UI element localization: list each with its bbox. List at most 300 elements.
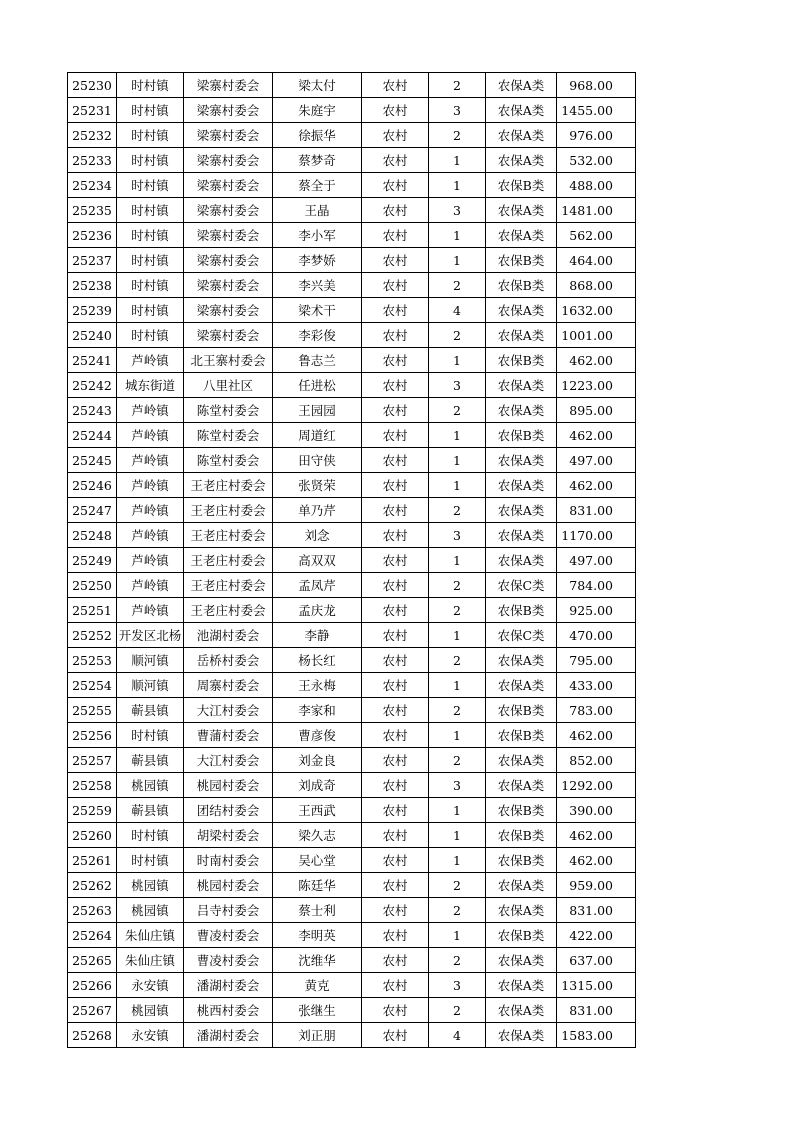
- town-cell: 芦岭镇: [117, 348, 184, 373]
- table-row: [68, 523, 636, 548]
- household-count-cell: 1: [429, 348, 486, 373]
- town-cell: 时村镇: [117, 248, 184, 273]
- amount-cell: 1481.00: [557, 198, 636, 223]
- area-type-cell: 农村: [362, 398, 429, 423]
- insurance-class-cell: 农保B类: [486, 598, 557, 623]
- record-id-cell: 25235: [68, 198, 117, 223]
- village-cell: 王老庄村委会: [184, 473, 273, 498]
- household-count-cell: 2: [429, 398, 486, 423]
- name-cell: 陈廷华: [273, 873, 362, 898]
- name-cell: 刘正朋: [273, 1023, 362, 1048]
- area-type-cell: 农村: [362, 848, 429, 873]
- insurance-class-cell: 农保B类: [486, 173, 557, 198]
- town-cell: 城东街道: [117, 373, 184, 398]
- insurance-class-cell: 农保A类: [486, 323, 557, 348]
- household-count-cell: 3: [429, 773, 486, 798]
- record-id-cell: 25257: [68, 748, 117, 773]
- name-cell: 张贤荣: [273, 473, 362, 498]
- record-id-cell: 25256: [68, 723, 117, 748]
- record-id-cell: 25258: [68, 773, 117, 798]
- area-type-cell: 农村: [362, 98, 429, 123]
- table-body: [68, 73, 636, 1048]
- name-cell: 蔡梦奇: [273, 148, 362, 173]
- town-cell: 顺河镇: [117, 673, 184, 698]
- area-type-cell: 农村: [362, 373, 429, 398]
- area-type-cell: 农村: [362, 873, 429, 898]
- village-cell: 王老庄村委会: [184, 498, 273, 523]
- town-cell: 时村镇: [117, 848, 184, 873]
- table-row: [68, 423, 636, 448]
- name-cell: 孟庆龙: [273, 598, 362, 623]
- insurance-class-cell: 农保A类: [486, 648, 557, 673]
- table-row: [68, 473, 636, 498]
- village-cell: 吕寺村委会: [184, 898, 273, 923]
- insurance-class-cell: 农保A类: [486, 998, 557, 1023]
- village-cell: 梁寨村委会: [184, 148, 273, 173]
- name-cell: 梁术干: [273, 298, 362, 323]
- amount-cell: 462.00: [557, 348, 636, 373]
- area-type-cell: 农村: [362, 798, 429, 823]
- record-id-cell: 25246: [68, 473, 117, 498]
- amount-cell: 462.00: [557, 473, 636, 498]
- record-id-cell: 25259: [68, 798, 117, 823]
- name-cell: 吴心堂: [273, 848, 362, 873]
- record-id-cell: 25260: [68, 823, 117, 848]
- town-cell: 蕲县镇: [117, 798, 184, 823]
- town-cell: 时村镇: [117, 723, 184, 748]
- household-count-cell: 2: [429, 648, 486, 673]
- household-count-cell: 2: [429, 948, 486, 973]
- table-row: [68, 948, 636, 973]
- amount-cell: 795.00: [557, 648, 636, 673]
- area-type-cell: 农村: [362, 148, 429, 173]
- amount-cell: 470.00: [557, 623, 636, 648]
- amount-cell: 784.00: [557, 573, 636, 598]
- town-cell: 时村镇: [117, 98, 184, 123]
- record-id-cell: 25263: [68, 898, 117, 923]
- table-row: [68, 923, 636, 948]
- record-id-cell: 25230: [68, 73, 117, 98]
- name-cell: 任进松: [273, 373, 362, 398]
- town-cell: 时村镇: [117, 173, 184, 198]
- area-type-cell: 农村: [362, 623, 429, 648]
- household-count-cell: 1: [429, 423, 486, 448]
- table-row: [68, 273, 636, 298]
- area-type-cell: 农村: [362, 898, 429, 923]
- table-row: [68, 1023, 636, 1048]
- name-cell: 蔡全于: [273, 173, 362, 198]
- amount-cell: 497.00: [557, 448, 636, 473]
- insurance-class-cell: 农保A类: [486, 198, 557, 223]
- record-id-cell: 25236: [68, 223, 117, 248]
- village-cell: 桃西村委会: [184, 998, 273, 1023]
- town-cell: 时村镇: [117, 123, 184, 148]
- record-id-cell: 25255: [68, 698, 117, 723]
- table-row: [68, 398, 636, 423]
- insurance-class-cell: 农保B类: [486, 423, 557, 448]
- insurance-class-cell: 农保A类: [486, 498, 557, 523]
- name-cell: 孟凤芹: [273, 573, 362, 598]
- insurance-class-cell: 农保A类: [486, 548, 557, 573]
- village-cell: 桃园村委会: [184, 873, 273, 898]
- village-cell: 团结村委会: [184, 798, 273, 823]
- amount-cell: 1583.00: [557, 1023, 636, 1048]
- household-count-cell: 2: [429, 698, 486, 723]
- household-count-cell: 2: [429, 73, 486, 98]
- record-id-cell: 25265: [68, 948, 117, 973]
- record-id-cell: 25261: [68, 848, 117, 873]
- record-id-cell: 25266: [68, 973, 117, 998]
- table-row: [68, 223, 636, 248]
- table-row: [68, 798, 636, 823]
- table-row: [68, 773, 636, 798]
- record-id-cell: 25242: [68, 373, 117, 398]
- record-id-cell: 25239: [68, 298, 117, 323]
- household-count-cell: 1: [429, 473, 486, 498]
- town-cell: 蕲县镇: [117, 698, 184, 723]
- area-type-cell: 农村: [362, 973, 429, 998]
- record-id-cell: 25254: [68, 673, 117, 698]
- record-id-cell: 25267: [68, 998, 117, 1023]
- amount-cell: 562.00: [557, 223, 636, 248]
- household-count-cell: 3: [429, 973, 486, 998]
- town-cell: 蕲县镇: [117, 748, 184, 773]
- village-cell: 梁寨村委会: [184, 73, 273, 98]
- village-cell: 周寨村委会: [184, 673, 273, 698]
- name-cell: 李梦娇: [273, 248, 362, 273]
- table-row: [68, 448, 636, 473]
- table-row: [68, 623, 636, 648]
- insurance-class-cell: 农保C类: [486, 623, 557, 648]
- household-count-cell: 3: [429, 198, 486, 223]
- name-cell: 刘金良: [273, 748, 362, 773]
- village-cell: 北王寨村委会: [184, 348, 273, 373]
- amount-cell: 783.00: [557, 698, 636, 723]
- household-count-cell: 3: [429, 98, 486, 123]
- name-cell: 王西武: [273, 798, 362, 823]
- amount-cell: 852.00: [557, 748, 636, 773]
- record-id-cell: 25234: [68, 173, 117, 198]
- area-type-cell: 农村: [362, 73, 429, 98]
- household-count-cell: 3: [429, 523, 486, 548]
- name-cell: 蔡士利: [273, 898, 362, 923]
- town-cell: 芦岭镇: [117, 398, 184, 423]
- insurance-class-cell: 农保B类: [486, 798, 557, 823]
- amount-cell: 959.00: [557, 873, 636, 898]
- amount-cell: 497.00: [557, 548, 636, 573]
- name-cell: 王永梅: [273, 673, 362, 698]
- name-cell: 朱庭宇: [273, 98, 362, 123]
- village-cell: 梁寨村委会: [184, 173, 273, 198]
- name-cell: 鲁志兰: [273, 348, 362, 373]
- household-count-cell: 4: [429, 1023, 486, 1048]
- area-type-cell: 农村: [362, 723, 429, 748]
- area-type-cell: 农村: [362, 523, 429, 548]
- amount-cell: 1292.00: [557, 773, 636, 798]
- table-row: [68, 248, 636, 273]
- area-type-cell: 农村: [362, 498, 429, 523]
- town-cell: 时村镇: [117, 223, 184, 248]
- name-cell: 王园园: [273, 398, 362, 423]
- insurance-class-cell: 农保A类: [486, 873, 557, 898]
- area-type-cell: 农村: [362, 948, 429, 973]
- insurance-class-cell: 农保B类: [486, 248, 557, 273]
- amount-cell: 462.00: [557, 423, 636, 448]
- insurance-class-cell: 农保B类: [486, 848, 557, 873]
- table-row: [68, 498, 636, 523]
- insurance-class-cell: 农保B类: [486, 348, 557, 373]
- name-cell: 徐振华: [273, 123, 362, 148]
- record-id-cell: 25252: [68, 623, 117, 648]
- record-id-cell: 25248: [68, 523, 117, 548]
- table-row: [68, 873, 636, 898]
- amount-cell: 868.00: [557, 273, 636, 298]
- village-cell: 陈堂村委会: [184, 398, 273, 423]
- amount-cell: 1455.00: [557, 98, 636, 123]
- household-count-cell: 4: [429, 298, 486, 323]
- village-cell: 曹凌村委会: [184, 923, 273, 948]
- insurance-class-cell: 农保A类: [486, 448, 557, 473]
- household-count-cell: 2: [429, 898, 486, 923]
- table-row: [68, 373, 636, 398]
- amount-cell: 462.00: [557, 723, 636, 748]
- amount-cell: 637.00: [557, 948, 636, 973]
- town-cell: 永安镇: [117, 1023, 184, 1048]
- table-row: [68, 298, 636, 323]
- insurance-class-cell: 农保A类: [486, 398, 557, 423]
- town-cell: 芦岭镇: [117, 573, 184, 598]
- table-row: [68, 348, 636, 373]
- amount-cell: 464.00: [557, 248, 636, 273]
- village-cell: 梁寨村委会: [184, 98, 273, 123]
- household-count-cell: 1: [429, 673, 486, 698]
- amount-cell: 925.00: [557, 598, 636, 623]
- area-type-cell: 农村: [362, 548, 429, 573]
- record-id-cell: 25238: [68, 273, 117, 298]
- insurance-class-cell: 农保C类: [486, 573, 557, 598]
- household-count-cell: 3: [429, 373, 486, 398]
- town-cell: 朱仙庄镇: [117, 948, 184, 973]
- village-cell: 王老庄村委会: [184, 548, 273, 573]
- amount-cell: 422.00: [557, 923, 636, 948]
- household-count-cell: 2: [429, 323, 486, 348]
- name-cell: 黄克: [273, 973, 362, 998]
- area-type-cell: 农村: [362, 598, 429, 623]
- village-cell: 曹凌村委会: [184, 948, 273, 973]
- town-cell: 时村镇: [117, 323, 184, 348]
- name-cell: 田守侠: [273, 448, 362, 473]
- village-cell: 梁寨村委会: [184, 273, 273, 298]
- town-cell: 时村镇: [117, 148, 184, 173]
- amount-cell: 1001.00: [557, 323, 636, 348]
- household-count-cell: 2: [429, 573, 486, 598]
- town-cell: 桃园镇: [117, 773, 184, 798]
- name-cell: 高双双: [273, 548, 362, 573]
- amount-cell: 1170.00: [557, 523, 636, 548]
- village-cell: 岳桥村委会: [184, 648, 273, 673]
- name-cell: 梁太付: [273, 73, 362, 98]
- amount-cell: 895.00: [557, 398, 636, 423]
- village-cell: 胡梁村委会: [184, 823, 273, 848]
- table-row: [68, 73, 636, 98]
- name-cell: 梁久志: [273, 823, 362, 848]
- village-cell: 时南村委会: [184, 848, 273, 873]
- amount-cell: 462.00: [557, 823, 636, 848]
- table-row: [68, 673, 636, 698]
- household-count-cell: 1: [429, 723, 486, 748]
- record-id-cell: 25245: [68, 448, 117, 473]
- table-row: [68, 323, 636, 348]
- amount-cell: 831.00: [557, 498, 636, 523]
- record-id-cell: 25243: [68, 398, 117, 423]
- village-cell: 池湖村委会: [184, 623, 273, 648]
- insurance-class-cell: 农保A类: [486, 1023, 557, 1048]
- record-id-cell: 25249: [68, 548, 117, 573]
- area-type-cell: 农村: [362, 273, 429, 298]
- town-cell: 时村镇: [117, 298, 184, 323]
- amount-cell: 532.00: [557, 148, 636, 173]
- name-cell: 曹彦俊: [273, 723, 362, 748]
- name-cell: 刘念: [273, 523, 362, 548]
- insurance-class-cell: 农保A类: [486, 673, 557, 698]
- table-row: [68, 198, 636, 223]
- town-cell: 芦岭镇: [117, 423, 184, 448]
- record-id-cell: 25233: [68, 148, 117, 173]
- village-cell: 王老庄村委会: [184, 573, 273, 598]
- village-cell: 王老庄村委会: [184, 523, 273, 548]
- village-cell: 王老庄村委会: [184, 598, 273, 623]
- town-cell: 时村镇: [117, 198, 184, 223]
- insurance-class-cell: 农保A类: [486, 973, 557, 998]
- area-type-cell: 农村: [362, 173, 429, 198]
- record-id-cell: 25241: [68, 348, 117, 373]
- record-id-cell: 25240: [68, 323, 117, 348]
- household-count-cell: 1: [429, 623, 486, 648]
- area-type-cell: 农村: [362, 248, 429, 273]
- town-cell: 开发区北杨: [117, 623, 184, 648]
- town-cell: 桃园镇: [117, 873, 184, 898]
- record-id-cell: 25231: [68, 98, 117, 123]
- household-count-cell: 1: [429, 173, 486, 198]
- town-cell: 永安镇: [117, 973, 184, 998]
- name-cell: 张继生: [273, 998, 362, 1023]
- village-cell: 潘湖村委会: [184, 1023, 273, 1048]
- village-cell: 曹蒲村委会: [184, 723, 273, 748]
- name-cell: 李家和: [273, 698, 362, 723]
- household-count-cell: 2: [429, 123, 486, 148]
- insurance-class-cell: 农保A类: [486, 98, 557, 123]
- insurance-class-cell: 农保B类: [486, 698, 557, 723]
- record-id-cell: 25250: [68, 573, 117, 598]
- insurance-class-cell: 农保B类: [486, 273, 557, 298]
- table-row: [68, 648, 636, 673]
- name-cell: 王晶: [273, 198, 362, 223]
- area-type-cell: 农村: [362, 573, 429, 598]
- table-row: [68, 723, 636, 748]
- amount-cell: 968.00: [557, 73, 636, 98]
- insurance-class-cell: 农保A类: [486, 298, 557, 323]
- village-cell: 梁寨村委会: [184, 323, 273, 348]
- village-cell: 桃园村委会: [184, 773, 273, 798]
- table-row: [68, 123, 636, 148]
- household-count-cell: 2: [429, 498, 486, 523]
- amount-cell: 831.00: [557, 998, 636, 1023]
- insurance-class-cell: 农保A类: [486, 748, 557, 773]
- name-cell: 李静: [273, 623, 362, 648]
- record-id-cell: 25253: [68, 648, 117, 673]
- household-count-cell: 1: [429, 448, 486, 473]
- table-row: [68, 973, 636, 998]
- town-cell: 芦岭镇: [117, 473, 184, 498]
- town-cell: 芦岭镇: [117, 598, 184, 623]
- area-type-cell: 农村: [362, 298, 429, 323]
- name-cell: 李兴美: [273, 273, 362, 298]
- name-cell: 单乃芹: [273, 498, 362, 523]
- name-cell: 李小军: [273, 223, 362, 248]
- village-cell: 梁寨村委会: [184, 198, 273, 223]
- name-cell: 李彩俊: [273, 323, 362, 348]
- town-cell: 芦岭镇: [117, 548, 184, 573]
- insurance-class-cell: 农保B类: [486, 823, 557, 848]
- area-type-cell: 农村: [362, 323, 429, 348]
- household-count-cell: 2: [429, 748, 486, 773]
- insurance-class-cell: 农保A类: [486, 948, 557, 973]
- area-type-cell: 农村: [362, 223, 429, 248]
- amount-cell: 488.00: [557, 173, 636, 198]
- benefit-table: [67, 72, 636, 1048]
- record-id-cell: 25268: [68, 1023, 117, 1048]
- insurance-class-cell: 农保A类: [486, 123, 557, 148]
- record-id-cell: 25262: [68, 873, 117, 898]
- record-id-cell: 25232: [68, 123, 117, 148]
- household-count-cell: 1: [429, 248, 486, 273]
- village-cell: 梁寨村委会: [184, 298, 273, 323]
- household-count-cell: 1: [429, 223, 486, 248]
- area-type-cell: 农村: [362, 773, 429, 798]
- area-type-cell: 农村: [362, 923, 429, 948]
- insurance-class-cell: 农保A类: [486, 523, 557, 548]
- area-type-cell: 农村: [362, 673, 429, 698]
- table-row: [68, 698, 636, 723]
- household-count-cell: 1: [429, 823, 486, 848]
- table-row: [68, 998, 636, 1023]
- village-cell: 梁寨村委会: [184, 248, 273, 273]
- village-cell: 梁寨村委会: [184, 223, 273, 248]
- insurance-class-cell: 农保A类: [486, 473, 557, 498]
- household-count-cell: 1: [429, 548, 486, 573]
- village-cell: 大江村委会: [184, 748, 273, 773]
- household-count-cell: 1: [429, 848, 486, 873]
- area-type-cell: 农村: [362, 198, 429, 223]
- town-cell: 芦岭镇: [117, 448, 184, 473]
- village-cell: 陈堂村委会: [184, 423, 273, 448]
- village-cell: 潘湖村委会: [184, 973, 273, 998]
- record-id-cell: 25251: [68, 598, 117, 623]
- area-type-cell: 农村: [362, 123, 429, 148]
- name-cell: 杨长红: [273, 648, 362, 673]
- town-cell: 芦岭镇: [117, 498, 184, 523]
- town-cell: 时村镇: [117, 823, 184, 848]
- insurance-class-cell: 农保A类: [486, 373, 557, 398]
- town-cell: 芦岭镇: [117, 523, 184, 548]
- table-row: [68, 823, 636, 848]
- table-row: [68, 573, 636, 598]
- table-row: [68, 173, 636, 198]
- town-cell: 桃园镇: [117, 998, 184, 1023]
- area-type-cell: 农村: [362, 348, 429, 373]
- area-type-cell: 农村: [362, 423, 429, 448]
- town-cell: 朱仙庄镇: [117, 923, 184, 948]
